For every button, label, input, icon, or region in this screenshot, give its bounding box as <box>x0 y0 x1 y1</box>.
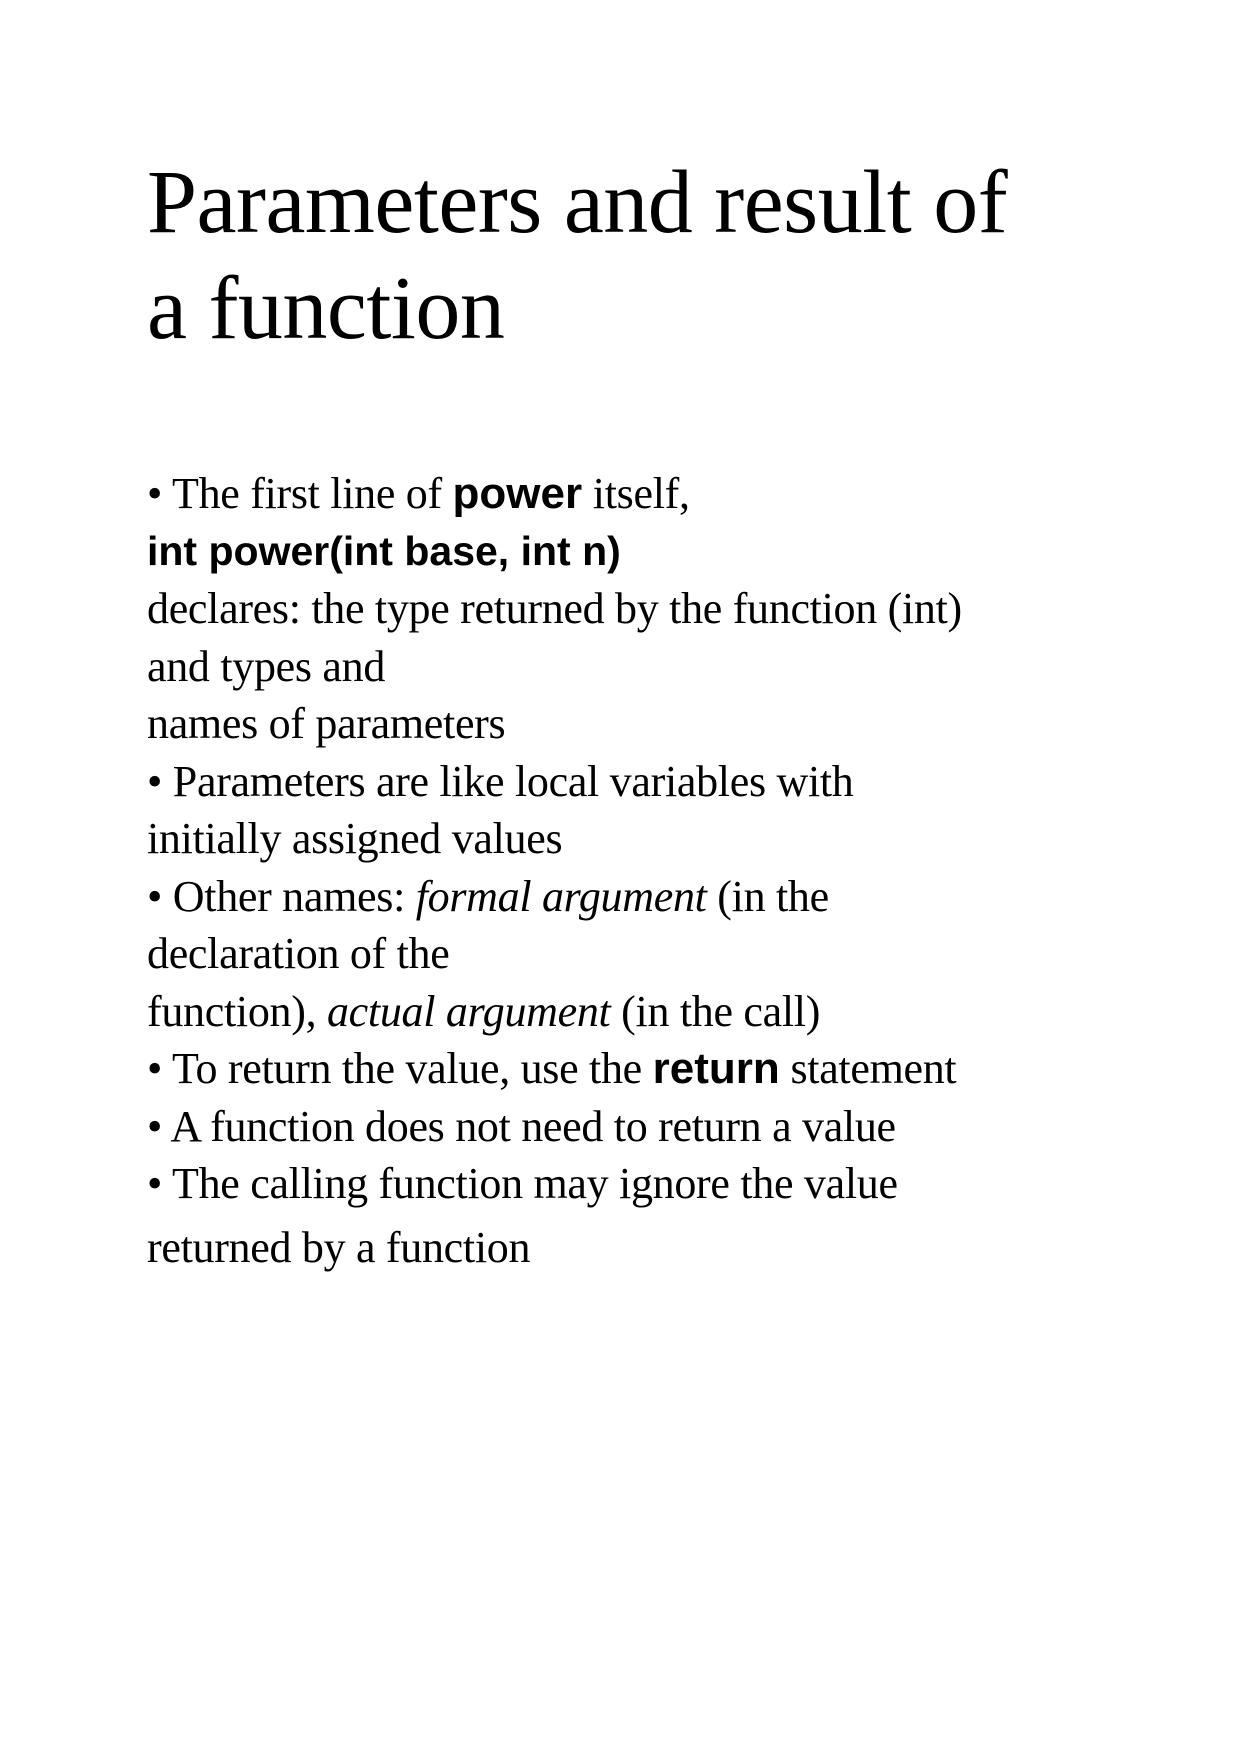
text-segment: • To return the value, use the <box>147 1044 653 1093</box>
text-line: names of parameters <box>147 699 506 748</box>
text-line <box>147 983 1207 1041</box>
text-segment: statement <box>779 1044 957 1093</box>
page-title <box>147 150 1147 362</box>
keyword-return: return <box>652 1044 780 1093</box>
bullet-first-line <box>147 465 1207 523</box>
term-actual-argument: actual argument <box>326 986 611 1036</box>
code-signature: int power(int base, int n) <box>147 527 621 574</box>
text-line: declares: the type returned by the function (int) <box>147 584 962 633</box>
bullet-no-return: • A function does not need to return a value <box>147 1101 896 1151</box>
text-line: declaration of the <box>147 929 450 978</box>
text-line: returned by a function <box>147 1222 531 1272</box>
bullet-other-names <box>147 868 1207 926</box>
text-line: and types and <box>147 641 386 691</box>
term-formal-argument: formal argument <box>415 871 707 921</box>
bullet-return <box>147 1040 1207 1098</box>
title-line-1: Parameters and result of <box>147 153 1008 252</box>
text-segment: • The first line of <box>147 469 453 518</box>
text-line: initially assigned values <box>147 814 563 863</box>
text-segment: function), <box>147 986 327 1036</box>
keyword-power: power <box>452 469 583 518</box>
title-line-2: a function <box>147 259 505 358</box>
text-segment: (in the <box>706 871 829 921</box>
text-segment: • Other names: <box>147 871 416 921</box>
document-body <box>147 465 1207 1276</box>
bullet-ignore-value: • The calling function may ignore the value <box>147 1159 898 1208</box>
text-segment: itself, <box>582 469 690 518</box>
text-segment: (in the call) <box>610 986 821 1036</box>
bullet-parameters: • Parameters are like local variables with <box>147 756 854 806</box>
